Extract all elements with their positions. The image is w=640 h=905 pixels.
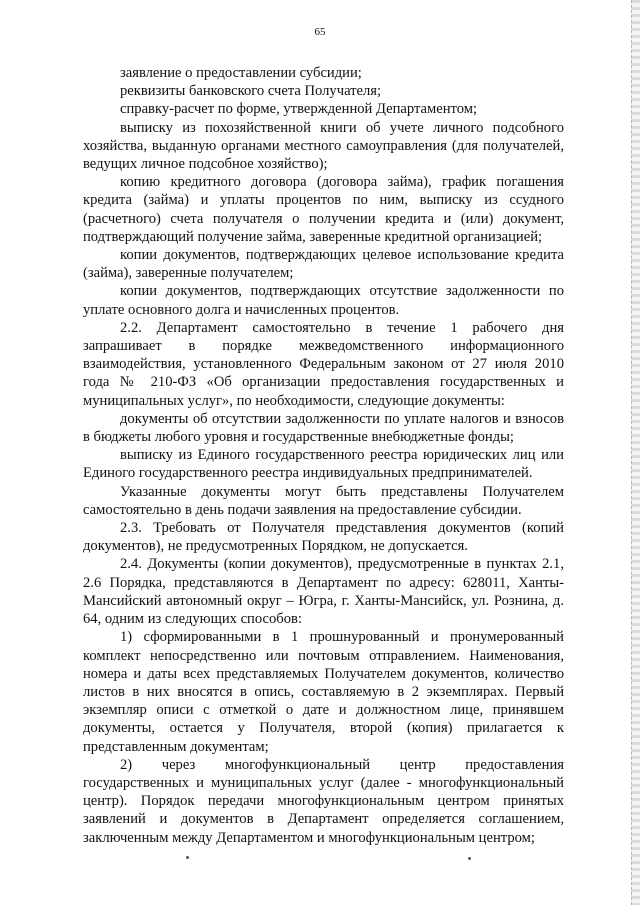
paragraph-2-2: 2.2. Департамент самостоятельно в течение 1 рабочего дня запрашивает в порядке межведомственного информационного взаимодействия, установленного Федеральным законом от 27 июля 2010 года № 210-ФЗ «Об организации предоставления государственных и муниципальных услуг», по необходимости, следующие документы: [83,319,564,409]
paragraph-2-4: 2.4. Документы (копии документов), предусмотренные в пунктах 2.1, 2.6 Порядка, представляются в Департамент по адресу: 628011, Ханты-Мансийский автономный округ – Югра, г. Ханты-Мансийск, ул. Рознина, д. 64, одним из следующих способов: [83,556,564,628]
paragraph-2-3: 2.3. Требовать от Получателя представления документов (копий документов), не предусмотренных Порядком, не допускается. [83,520,564,555]
page-number: 65 [314,26,326,38]
paragraph-method-2: 2) через многофункциональный центр предоставления государственных и муниципальных услуг (далее - многофункциональный центр). Порядок передачи многофункциональным центром принятых заявлений и документов в Департамент определяется соглашением, заключенным между Департаментом и многофункциональным центром; [83,756,564,846]
paragraph-credit-agreement: копию кредитного договора (договора займа), график погашения кредита (займа) и уплаты процентов по ним, выписку из ссудного (расчетного) счета получателя о получении кредита и (или) документ, подтверждающий получение займа, заверенные кредитной организацией; [83,174,564,245]
paragraph-no-debt: копии документов, подтверждающих отсутствие задолженности по уплате основного долга и начисленных процентов. [83,283,564,318]
paragraph-calculation: справку-расчет по форме, утвержденной Департаментом; [120,101,478,118]
scan-speck-right [468,857,471,860]
paragraph-target-use: копии документов, подтверждающих целевое использование кредита (займа), заверенные получателем; [83,247,564,282]
document-body [83,64,564,847]
paragraph-tax-debt: документы об отсутствии задолженности по уплате налогов и взносов в бюджеты любого уровня и государственные внебюджетные фонды; [83,410,564,446]
paragraph-household-extract: выписку из похозяйственной книги об учете личного подсобного хозяйства, выданную органами местного самоуправления (для получателей, ведущих личное подсобное хозяйство); [83,119,564,173]
scan-edge-artifact [631,0,640,905]
paragraph-method-1: 1) сформированными в 1 прошнурованный и пронумерованный комплект непосредственно или почтовым отправлением. Наименования, номера и даты всех представляемых Получателем документов, количество листов в них вносятся в опись, составляемую в 2 экземплярах. Первый экземпляр описи с отметкой о дате и должностном лице, принявшем документы, остается у Получателя, второй (копия) прилагается к представленным документам; [83,629,564,755]
paragraph-bank-details: реквизиты банковского счета Получателя; [120,83,382,100]
paragraph-self-submission: Указанные документы могут быть представлены Получателем самостоятельно в день подачи заявления на предоставление субсидии. [83,483,564,518]
scan-speck-left [186,856,189,859]
paragraph-registry-extract: выписку из Единого государственного реестра юридических лиц или Единого государственного реестра индивидуальных предпринимателей. [83,447,564,482]
paragraph-application: заявление о предоставлении субсидии; [120,65,362,81]
